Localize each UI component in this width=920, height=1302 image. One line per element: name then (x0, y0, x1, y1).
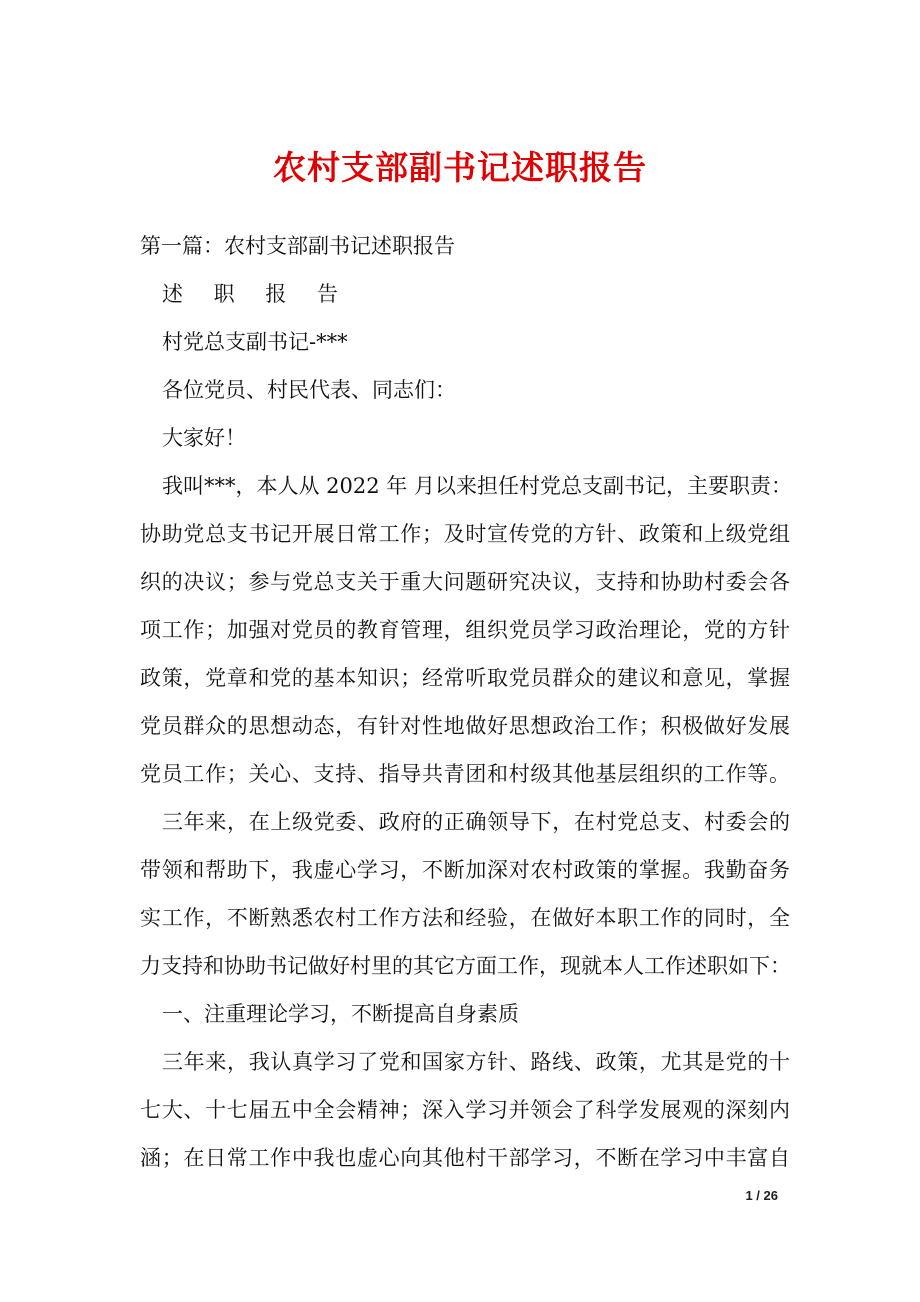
subsection-heading: 一、注重理论学习，不断提高自身素质 (162, 1002, 519, 1026)
report-heading: 述 职 报 告 (162, 282, 351, 306)
paragraph-line: 三年来，在上级党委、政府的正确领导下，在村党总支、村委会的 (162, 810, 790, 834)
paragraph-line: 项工作；加强对党员的教育管理，组织党员学习政治理论，党的方针 (140, 618, 790, 642)
section-heading: 第一篇：农村支部副书记述职报告 (140, 234, 455, 258)
paragraph-line: 我叫***，本人从 2022 年 月以来担任村党总支副书记，主要职责： (162, 474, 792, 498)
paragraph-line: 带领和帮助下，我虚心学习，不断加深对农村政策的掌握。我勤奋务 (140, 858, 790, 882)
paragraph-line: 党员工作；关心、支持、指导共青团和村级其他基层组织的工作等。 (140, 762, 790, 786)
paragraph-line: 力支持和协助书记做好村里的其它方面工作，现就本人工作述职如下： (140, 954, 791, 978)
paragraph-line: 党员群众的思想动态，有针对性地做好思想政治工作；积极做好发展 (140, 714, 790, 738)
paragraph-line: 实工作，不断熟悉农村工作方法和经验，在做好本职工作的同时，全 (140, 906, 790, 930)
paragraph-line: 政策，党章和党的基本知识；经常听取党员群众的建议和意见，掌握 (140, 666, 790, 690)
paragraph-line: 七大、十七届五中全会精神；深入学习并领会了科学发展观的深刻内 (140, 1098, 790, 1122)
document-body (140, 222, 790, 1182)
author-line: 村党总支副书记-*** (162, 330, 348, 354)
paragraph-line: 三年来，我认真学习了党和国家方针、路线、政策，尤其是党的十 (162, 1050, 790, 1074)
paragraph-line: 协助党总支书记开展日常工作；及时宣传党的方针、政策和上级党组 (140, 522, 790, 546)
greeting: 大家好！ (162, 426, 246, 450)
salutation: 各位党员、村民代表、同志们： (162, 378, 456, 402)
document-title: 农村支部副书记述职报告 (273, 148, 647, 187)
paragraph-line: 涵；在日常工作中我也虚心向其他村干部学习，不断在学习中丰富自 (140, 1146, 790, 1170)
page-indicator: 1 / 26 (745, 1188, 778, 1203)
paragraph-line: 织的决议；参与党总支关于重大问题研究决议，支持和协助村委会各 (140, 570, 790, 594)
